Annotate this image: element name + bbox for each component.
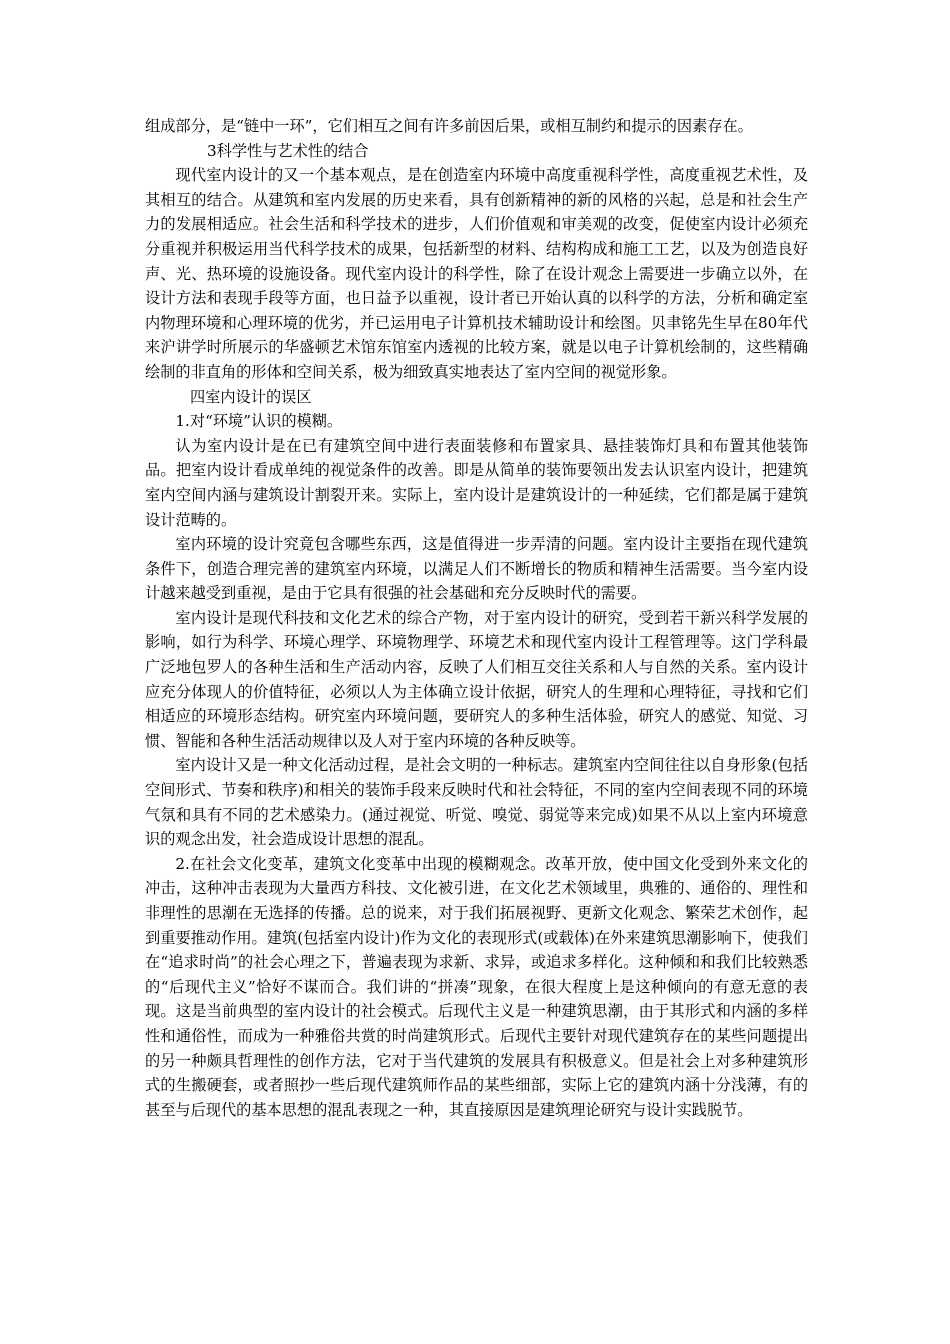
- subheading-environment-misunderstanding: 1.对“环境”认识的模糊。: [175, 412, 343, 431]
- paragraph-science-and-culture-product: 室内设计是现代科技和文化艺术的综合产物，对于室内设计的研究，受到若干新兴科学发展的影响，如行为科学、环境心理学、环境物理学、环境艺术和现代室内设计工程管理等。这门学科最广泛地包罗人的各种生活和生产活动内容，反映了人们相互交往关系和人与自然的关系。室内设计应充分体现人的价值特征，必须以人为主体确立设计依据，研究人的生理和心理特征，寻找和它们相适应的环境形态结构。研究室内环境问题，要研究人的多种生活体验，研究人的感觉、知觉、习惯、智能和各种生活活动规律以及人对于室内环境的各种反映等。: [145, 608, 808, 750]
- document-body: [145, 114, 808, 1122]
- paragraph-cultural-activity: 室内设计又是一种文化活动过程，是社会文明的一种标志。建筑室内空间往往以自身形象(包括空间形式、节奏和秩序)和相关的装饰手段来反映时代和社会特征，不同的室内空间表现不同的环境气氛和具有不同的艺术感染力。(通过视觉、听觉、嗅觉、弱觉等来完成)如果不从以上室内环境意识的观念出发，社会造成设计思想的混乱。: [145, 756, 808, 849]
- paragraph-surface-decoration: 认为室内设计是在已有建筑空间中进行表面装修和布置家具、悬挂装饰灯具和布置其他装饰品。把室内设计看成单纯的视觉条件的改善。即是从简单的装饰要领出发去认识室内设计，把建筑室内空间内涵与建筑设计割裂开来。实际上，室内设计是建筑设计的一种延续，它们都是属于建筑设计范畴的。: [145, 436, 808, 529]
- paragraph-indoor-environment-scope: 室内环境的设计究竟包含哪些东西，这是值得进一步弄清的问题。室内设计主要指在现代建筑条件下，创造合理完善的建筑室内环境，以满足人们不断增长的物质和精神生活需要。当今室内设计越来越受到重视，是由于它具有很强的社会基础和充分反映时代的需要。: [145, 535, 808, 603]
- section-heading-science-and-art: 3科学性与艺术性的结合: [207, 141, 369, 160]
- paragraph-cultural-change-confusion: 2.在社会文化变革，建筑文化变革中出现的模糊观念。改革开放，使中国文化受到外来文化的冲击，这种冲击表现为大量西方科技、文化被引进，在文化艺术领域里，典雅的、通俗的、理性和非理性的思潮在无选择的传播。总的说来，对于我们拓展视野、更新文化观念、繁荣艺术创作，起到重要推动作用。建筑(包括室内设计)作为文化的表现形式(或载体)在外来建筑思潮影响下，使我们在“追求时尚”的社会心理之下，普遍表现为求新、求异，或追求多样化。这种倾和和我们比较熟悉的“后现代主义”恰好不谋而合。我们讲的“拼凑”现象，在很大程度上是这种倾向的有意无意的表现。这是当前典型的室内设计的社会模式。后现代主义是一种建筑思潮，由于其形式和内涵的多样性和通俗性，而成为一种雅俗共赏的时尚建筑形式。后现代主要针对现代建筑存在的某些问题提出的另一种颇具哲理性的创作方法，它对于当代建筑的发展具有积极意义。但是社会上对多种建筑形式的生搬硬套，或者照抄一些后现代建筑师作品的某些细部，实际上它的建筑内涵十分浅薄，有的甚至与后现代的基本思想的混乱表现之一种，其直接原因是建筑理论研究与设计实践脱节。: [145, 854, 808, 1119]
- paragraph-science-and-art: 现代室内设计的又一个基本观点，是在创造室内环境中高度重视科学性，高度重视艺术性，及其相互的结合。从建筑和室内发展的历史来看，具有创新精神的新的风格的兴起，总是和社会生产力的发展相适应。社会生活和科学技术的进步，人们价值观和审美观的改变，促使室内设计必须充分重视并积极运用当代科学技术的成果，包括新型的材料、结构构成和施工工艺，以及为创造良好声、光、热环境的设施设备。现代室内设计的科学性，除了在设计观念上需要进一步确立以外，在设计方法和表现手段等方面，也日益予以重视，设计者已开始认真的以科学的方法，分析和确定室内物理环境和心理环境的优劣，并已运用电子计算机技术辅助设计和绘图。贝聿铭先生早在80年代来沪讲学时所展示的华盛顿艺术馆东馆室内透视的比较方案，就是以电子计算机绘制的，这些精确绘制的非直角的形体和空间关系，极为细致真实地表达了室内空间的视觉形象。: [145, 166, 808, 381]
- section-heading-design-pitfalls: 四室内设计的误区: [190, 387, 312, 406]
- paragraph-continuation: 组成部分，是“链中一环”，它们相互之间有许多前因后果，或相互制约和提示的因素存在。: [145, 117, 753, 135]
